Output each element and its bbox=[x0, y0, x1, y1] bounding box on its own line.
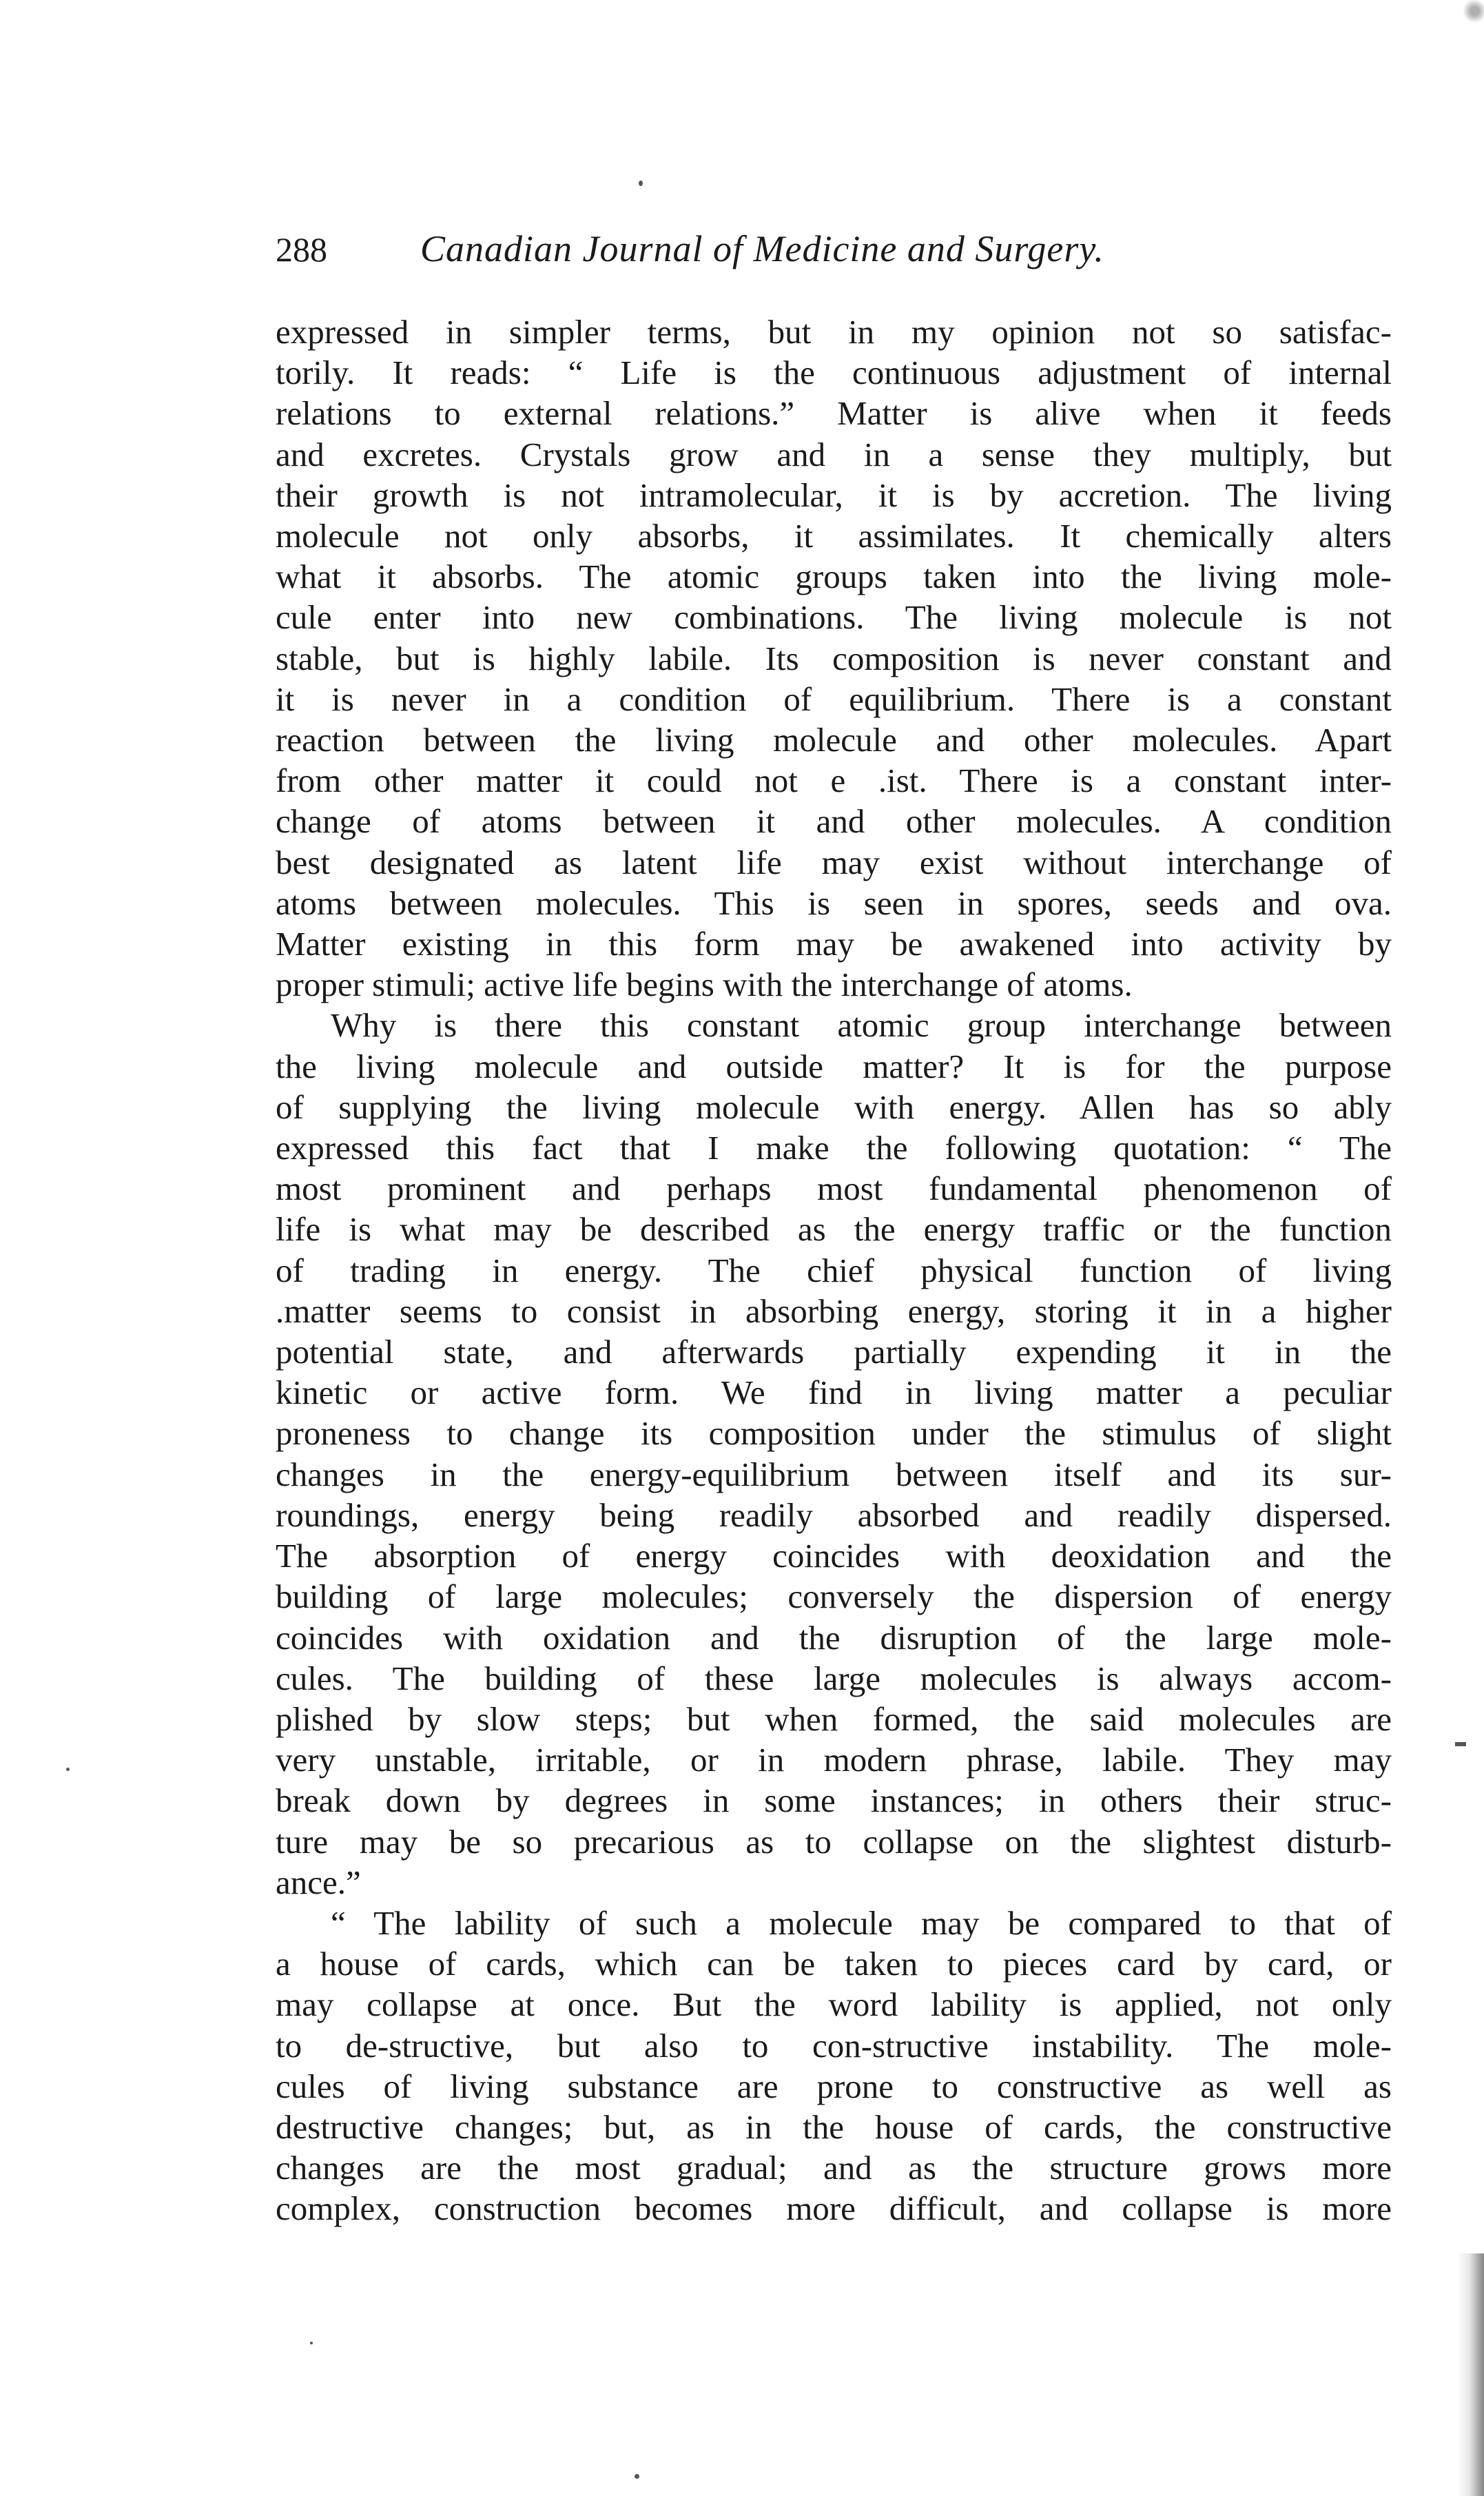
print-speck bbox=[310, 2342, 313, 2344]
text-line: very unstable, irritable, or in modern phrase, labile. They may bbox=[276, 1741, 1392, 1779]
text-line: complex, construction becomes more difficult, and collapse is more bbox=[276, 2189, 1392, 2228]
text-line: potential state, and afterwards partially expending it in the bbox=[276, 1333, 1392, 1371]
text-line: destructive changes; but, as in the house of cards, the constructive bbox=[276, 2107, 1392, 2146]
text-line: “ The lability of such a molecule may be compared to that of bbox=[331, 1903, 1392, 1942]
text-line: proper stimuli; active life begins with the interchange of atoms. bbox=[276, 965, 1133, 1004]
text-line: expressed in simpler terms, but in my opinion not so satisfac- bbox=[276, 313, 1392, 351]
text-line: torily. It reads: “ Life is the continuous adjustment of internal bbox=[276, 354, 1392, 392]
text-line: Why is there this constant atomic group interchange between bbox=[331, 1006, 1392, 1045]
text-line: expressed this fact that I make the following quotation: “ The bbox=[276, 1129, 1392, 1167]
text-line: a house of cards, which can be taken to pieces card by card, or bbox=[276, 1945, 1392, 1983]
page-edge-shadow bbox=[1457, 2253, 1484, 2496]
text-line: cules of living substance are prone to constructive as well as bbox=[276, 2067, 1392, 2105]
text-line: changes are the most gradual; and as the structure grows more bbox=[276, 2149, 1392, 2187]
text-line: kinetic or active form. We find in living matter a peculiar bbox=[276, 1373, 1392, 1412]
print-speck bbox=[66, 1768, 70, 1771]
text-line: of supplying the living molecule with energy. Allen has so ably bbox=[276, 1087, 1392, 1126]
text-line: to de-structive, but also to con-structive instability. The mole- bbox=[276, 2026, 1392, 2065]
text-line: their growth is not intramolecular, it is by accretion. The living bbox=[276, 475, 1392, 514]
page-header bbox=[276, 227, 1392, 283]
text-line: .matter seems to consist in absorbing energy, storing it in a higher bbox=[276, 1291, 1392, 1330]
text-line: building of large molecules; conversely the dispersion of energy bbox=[276, 1577, 1392, 1616]
print-speck bbox=[639, 181, 643, 186]
text-line: life is what may be described as the energy traffic or the function bbox=[276, 1210, 1392, 1249]
text-line: The absorption of energy coincides with deoxidation and the bbox=[276, 1537, 1392, 1575]
text-line: and excretes. Crystals grow and in a sense they multiply, but bbox=[276, 435, 1392, 473]
journal-page bbox=[276, 227, 1392, 2229]
text-line: roundings, energy being readily absorbed and readily dispersed. bbox=[276, 1495, 1392, 1534]
text-line: stable, but is highly labile. Its composition is never constant and bbox=[276, 639, 1392, 677]
text-line: cules. The building of these large molecules is always accom- bbox=[276, 1659, 1392, 1697]
text-line: atoms between molecules. This is seen in spores, seeds and ova. bbox=[276, 883, 1392, 922]
page-number: 288 bbox=[276, 230, 327, 269]
text-line: from other matter it could not e .ist. There is a constant inter- bbox=[276, 761, 1392, 800]
margin-mark bbox=[1455, 1742, 1466, 1746]
page-edge-speck bbox=[1461, 0, 1484, 28]
text-line: break down by degrees in some instances; in others their struc- bbox=[276, 1781, 1392, 1820]
text-line: may collapse at once. But the word lability is applied, not only bbox=[276, 1985, 1392, 2024]
text-line: proneness to change its composition under the stimulus of slight bbox=[276, 1414, 1392, 1453]
text-line: change of atoms between it and other molecules. A condition bbox=[276, 802, 1392, 841]
running-title: Canadian Journal of Medicine and Surgery. bbox=[420, 228, 1104, 269]
body-text bbox=[276, 311, 1392, 2229]
text-line: it is never in a condition of equilibrium. There is a constant bbox=[276, 679, 1392, 718]
text-line: ture may be so precarious as to collapse on the slightest disturb- bbox=[276, 1822, 1392, 1861]
text-line: reaction between the living molecule and other molecules. Apart bbox=[276, 721, 1392, 759]
text-line: changes in the energy-equilibrium between itself and its sur- bbox=[276, 1455, 1392, 1493]
text-line: molecule not only absorbs, it assimilates. It chemically alters bbox=[276, 517, 1392, 555]
print-speck bbox=[635, 2474, 639, 2479]
text-line: coincides with oxidation and the disruption of the large mole- bbox=[276, 1618, 1392, 1657]
text-line: best designated as latent life may exist without interchange of bbox=[276, 843, 1392, 881]
text-line: of trading in energy. The chief physical function of living bbox=[276, 1251, 1392, 1289]
text-line: ance.” bbox=[276, 1863, 361, 1901]
text-line: cule enter into new combinations. The living molecule is not bbox=[276, 598, 1392, 637]
text-line: plished by slow steps; but when formed, the said molecules are bbox=[276, 1699, 1392, 1738]
text-line: what it absorbs. The atomic groups taken into the living mole- bbox=[276, 557, 1392, 596]
text-line: Matter existing in this form may be awakened into activity by bbox=[276, 925, 1392, 963]
text-line: the living molecule and outside matter? It is for the purpose bbox=[276, 1047, 1392, 1085]
text-line: relations to external relations.” Matter is alive when it feeds bbox=[276, 394, 1392, 433]
text-line: most prominent and perhaps most fundamental phenomenon of bbox=[276, 1169, 1392, 1208]
